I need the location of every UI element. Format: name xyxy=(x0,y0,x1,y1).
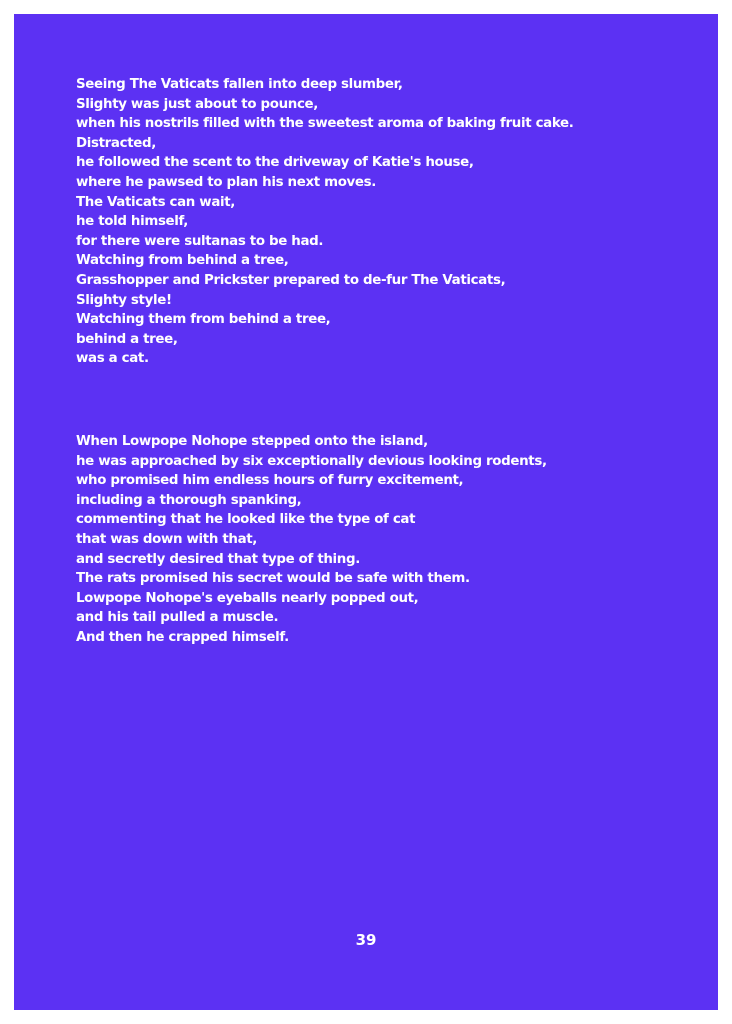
stanza-2 xyxy=(76,432,547,648)
text-line: he told himself, xyxy=(76,214,189,230)
text-line: Slighty was just about to pounce, xyxy=(76,96,319,112)
text-line: he was approached by six exceptionally devious looking rodents, xyxy=(76,453,547,469)
text-line: The Vaticats can wait, xyxy=(76,194,236,210)
stanza-1 xyxy=(76,75,574,369)
text-line: he followed the scent to the driveway of Katie's house, xyxy=(76,155,474,171)
text-line: Lowpope Nohope's eyeballs nearly popped out, xyxy=(76,590,419,606)
text-line: When Lowpope Nohope stepped onto the island, xyxy=(76,434,428,449)
text-line: where he pawsed to plan his next moves. xyxy=(76,174,377,190)
text-line: for there were sultanas to be had. xyxy=(76,233,324,249)
text-line: was a cat. xyxy=(76,351,149,367)
page-number: 39 xyxy=(355,931,377,949)
book-page xyxy=(14,14,718,1010)
text-line: who promised him endless hours of furry excitement, xyxy=(76,473,464,489)
text-line: Grasshopper and Prickster prepared to de-fur The Vaticats, xyxy=(76,272,506,288)
text-line: commenting that he looked like the type of cat xyxy=(76,512,416,528)
text-line: And then he crapped himself. xyxy=(76,629,289,645)
text-line: that was down with that, xyxy=(76,531,258,547)
text-line: Seeing The Vaticats fallen into deep slumber, xyxy=(76,77,403,92)
text-line: including a thorough spanking, xyxy=(76,492,302,508)
text-line: Watching them from behind a tree, xyxy=(76,312,331,328)
text-line: Watching from behind a tree, xyxy=(76,253,289,269)
text-line: and secretly desired that type of thing. xyxy=(76,551,360,567)
text-line: and his tail pulled a muscle. xyxy=(76,610,279,626)
text-line: Distracted, xyxy=(76,135,156,151)
text-line: when his nostrils filled with the sweetest aroma of baking fruit cake. xyxy=(76,116,574,132)
text-line: behind a tree, xyxy=(76,331,178,347)
text-line: The rats promised his secret would be safe with them. xyxy=(76,571,470,587)
text-line: Slighty style! xyxy=(76,292,172,308)
